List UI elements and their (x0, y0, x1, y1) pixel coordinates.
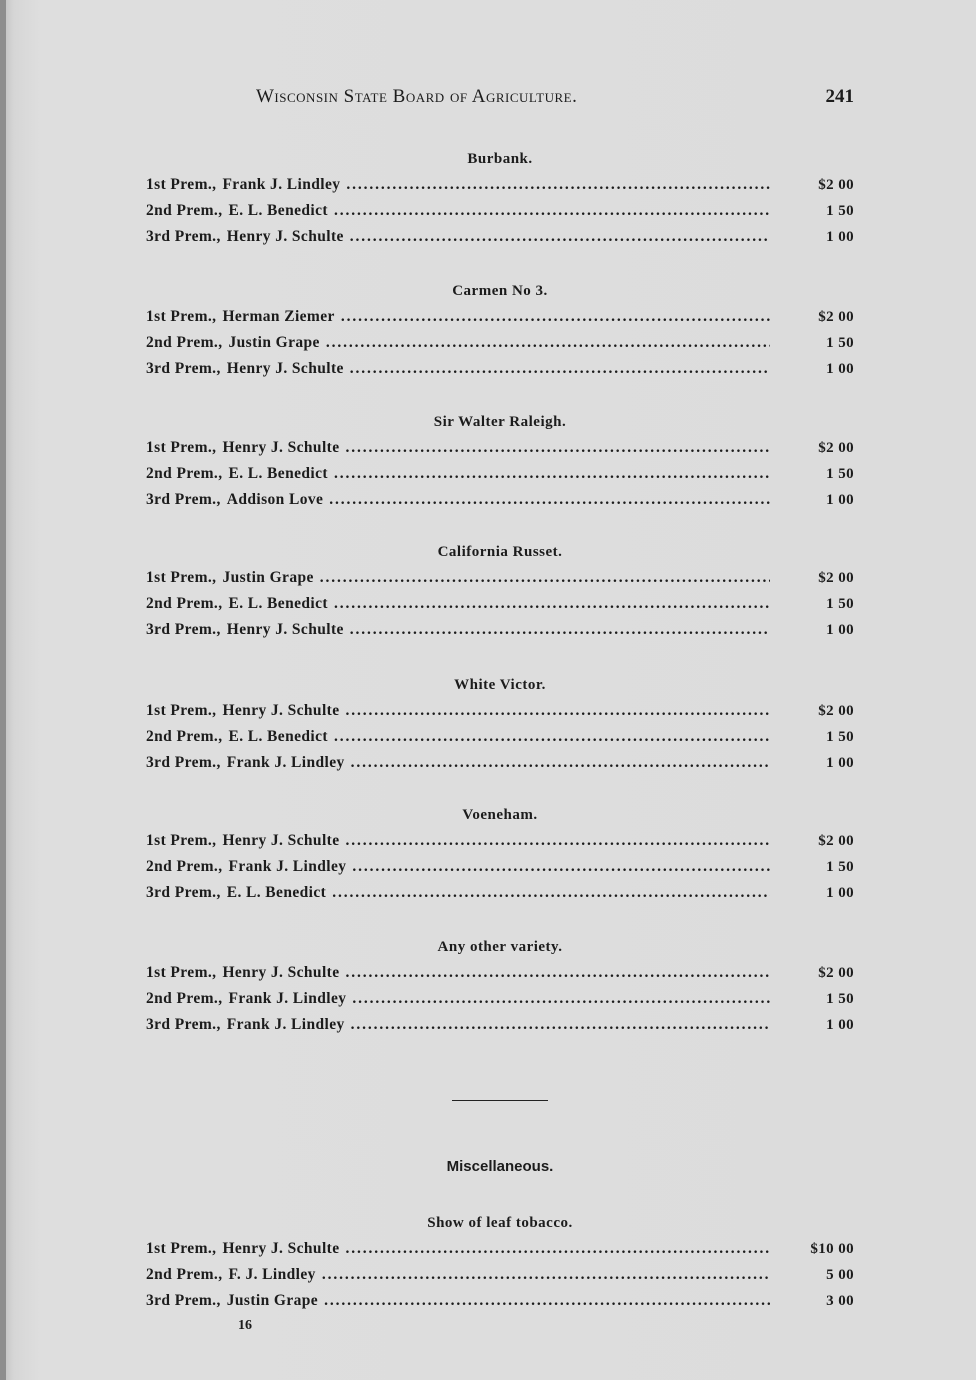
winner-name: Henry J. Schulte (222, 702, 340, 719)
dot-leader (346, 960, 771, 986)
section-title: Burbank. (467, 151, 533, 167)
premium-section (146, 146, 854, 250)
premium-place: 3rd Prem., (146, 754, 221, 771)
premium-amount: 1 50 (826, 335, 854, 351)
premium-row (146, 854, 854, 880)
premium-row (146, 356, 854, 382)
premium-row (146, 487, 854, 513)
dot-leader (329, 487, 770, 513)
premium-amount: 1 00 (826, 885, 854, 901)
winner-name: Frank J. Lindley (228, 858, 347, 875)
premium-amount: 5 00 (826, 1267, 854, 1283)
section-title: California Russet. (437, 544, 563, 560)
premium-place: 1st Prem., (146, 964, 217, 981)
winner-name: Henry J. Schulte (226, 621, 344, 638)
premium-place: 3rd Prem., (146, 884, 221, 901)
winner-name: E. L. Benedict (228, 595, 328, 612)
running-head-title: Wisconsin State Board of Agriculture. (256, 86, 578, 107)
section-divider-rule (452, 1100, 548, 1101)
winner-name: Addison Love (226, 491, 324, 508)
premium-row (146, 750, 854, 776)
dot-leader (350, 356, 770, 382)
winner-name: Henry J. Schulte (222, 1240, 340, 1257)
page-spine-edge (0, 0, 6, 1380)
premium-row (146, 960, 854, 986)
dot-leader (332, 880, 770, 906)
premium-place: 2nd Prem., (146, 465, 223, 482)
premium-row (146, 1236, 854, 1262)
premium-place: 3rd Prem., (146, 228, 221, 245)
premium-amount: $2 00 (818, 965, 854, 981)
premium-row (146, 224, 854, 250)
premium-amount: 1 50 (826, 203, 854, 219)
dot-leader (334, 591, 770, 617)
premium-amount: $2 00 (818, 440, 854, 456)
dot-leader (322, 1262, 770, 1288)
premium-amount: $2 00 (818, 177, 854, 193)
premium-amount: 1 50 (826, 859, 854, 875)
running-head (256, 86, 854, 108)
dot-leader (346, 172, 770, 198)
premium-section (146, 672, 854, 776)
dot-leader (350, 617, 770, 643)
dot-leader (334, 461, 770, 487)
premium-amount: 3 00 (826, 1293, 854, 1309)
dot-leader (350, 224, 770, 250)
premium-row (146, 172, 854, 198)
dot-leader (334, 198, 770, 224)
signature-mark: 16 (238, 1318, 252, 1333)
premium-row (146, 461, 854, 487)
premium-place: 2nd Prem., (146, 202, 223, 219)
winner-name: Justin Grape (228, 334, 320, 351)
winner-name: Henry J. Schulte (226, 228, 344, 245)
premium-row (146, 435, 854, 461)
premium-row (146, 304, 854, 330)
section-title: White Victor. (454, 677, 546, 693)
winner-name: Frank J. Lindley (228, 990, 347, 1007)
winner-name: Herman Ziemer (222, 308, 335, 325)
premium-amount: 1 00 (826, 492, 854, 508)
premium-section (146, 1210, 854, 1314)
premium-row (146, 828, 854, 854)
premium-row (146, 565, 854, 591)
premium-row (146, 330, 854, 356)
premium-place: 1st Prem., (146, 176, 217, 193)
premium-amount: $10 00 (810, 1241, 854, 1257)
premium-place: 1st Prem., (146, 439, 217, 456)
premium-place: 2nd Prem., (146, 728, 223, 745)
winner-name: Justin Grape (222, 569, 314, 586)
winner-name: Henry J. Schulte (222, 439, 340, 456)
premium-amount: 1 50 (826, 991, 854, 1007)
premium-row (146, 198, 854, 224)
premium-amount: $2 00 (818, 570, 854, 586)
premium-amount: 1 00 (826, 361, 854, 377)
premium-place: 3rd Prem., (146, 1292, 221, 1309)
winner-name: E. L. Benedict (226, 884, 327, 901)
dot-leader (346, 435, 771, 461)
page-number: 241 (825, 86, 854, 107)
premium-place: 1st Prem., (146, 569, 217, 586)
premium-row (146, 617, 854, 643)
premium-row (146, 698, 854, 724)
dot-leader (346, 1236, 771, 1262)
dot-leader (341, 304, 770, 330)
premium-row (146, 880, 854, 906)
winner-name: E. L. Benedict (228, 202, 328, 219)
dot-leader (351, 750, 770, 776)
premium-row (146, 591, 854, 617)
winner-name: Frank J. Lindley (226, 754, 345, 771)
premium-section (146, 409, 854, 513)
dot-leader (324, 1288, 770, 1314)
premium-amount: 1 00 (826, 1017, 854, 1033)
premium-place: 3rd Prem., (146, 621, 221, 638)
premium-amount: $2 00 (818, 309, 854, 325)
winner-name: Frank J. Lindley (226, 1016, 345, 1033)
premium-place: 1st Prem., (146, 832, 217, 849)
winner-name: Henry J. Schulte (222, 832, 340, 849)
premium-amount: 1 50 (826, 729, 854, 745)
section-title: Show of leaf tobacco. (427, 1215, 573, 1231)
section-title: Any other variety. (437, 939, 563, 955)
premium-place: 2nd Prem., (146, 990, 223, 1007)
premium-amount: 1 00 (826, 229, 854, 245)
winner-name: E. L. Benedict (228, 465, 328, 482)
premium-section (146, 278, 854, 382)
premium-place: 1st Prem., (146, 308, 217, 325)
premium-place: 3rd Prem., (146, 491, 221, 508)
premium-section (146, 539, 854, 643)
winner-name: Henry J. Schulte (222, 964, 340, 981)
winner-name: Frank J. Lindley (222, 176, 341, 193)
premium-row (146, 986, 854, 1012)
premium-amount: 1 50 (826, 466, 854, 482)
premium-row (146, 724, 854, 750)
premium-row (146, 1262, 854, 1288)
winner-name: Justin Grape (226, 1292, 319, 1309)
premium-row (146, 1012, 854, 1038)
winner-name: E. L. Benedict (228, 728, 328, 745)
premium-row (146, 1288, 854, 1314)
section-title: Sir Walter Raleigh. (433, 414, 567, 430)
premium-place: 1st Prem., (146, 702, 217, 719)
premium-amount: 1 00 (826, 622, 854, 638)
premium-place: 3rd Prem., (146, 1016, 221, 1033)
dot-leader (326, 330, 770, 356)
premium-amount: 1 50 (826, 596, 854, 612)
winner-name: F. J. Lindley (228, 1266, 316, 1283)
dot-leader (352, 854, 770, 880)
section-title: Voeneham. (462, 807, 538, 823)
premium-place: 2nd Prem., (146, 334, 223, 351)
premium-amount: $2 00 (818, 833, 854, 849)
winner-name: Henry J. Schulte (226, 360, 344, 377)
premium-section (146, 802, 854, 906)
dot-leader (351, 1012, 770, 1038)
premium-amount: 1 00 (826, 755, 854, 771)
premium-place: 3rd Prem., (146, 360, 221, 377)
premium-place: 1st Prem., (146, 1240, 217, 1257)
dot-leader (346, 698, 771, 724)
dot-leader (346, 828, 771, 854)
premium-place: 2nd Prem., (146, 858, 223, 875)
section-title: Carmen No 3. (452, 283, 548, 299)
dot-leader (334, 724, 770, 750)
premium-place: 2nd Prem., (146, 595, 223, 612)
miscellaneous-heading: Miscellaneous. (446, 1158, 554, 1175)
premium-place: 2nd Prem., (146, 1266, 223, 1283)
premium-amount: $2 00 (818, 703, 854, 719)
premium-section (146, 934, 854, 1038)
dot-leader (352, 986, 770, 1012)
dot-leader (320, 565, 770, 591)
